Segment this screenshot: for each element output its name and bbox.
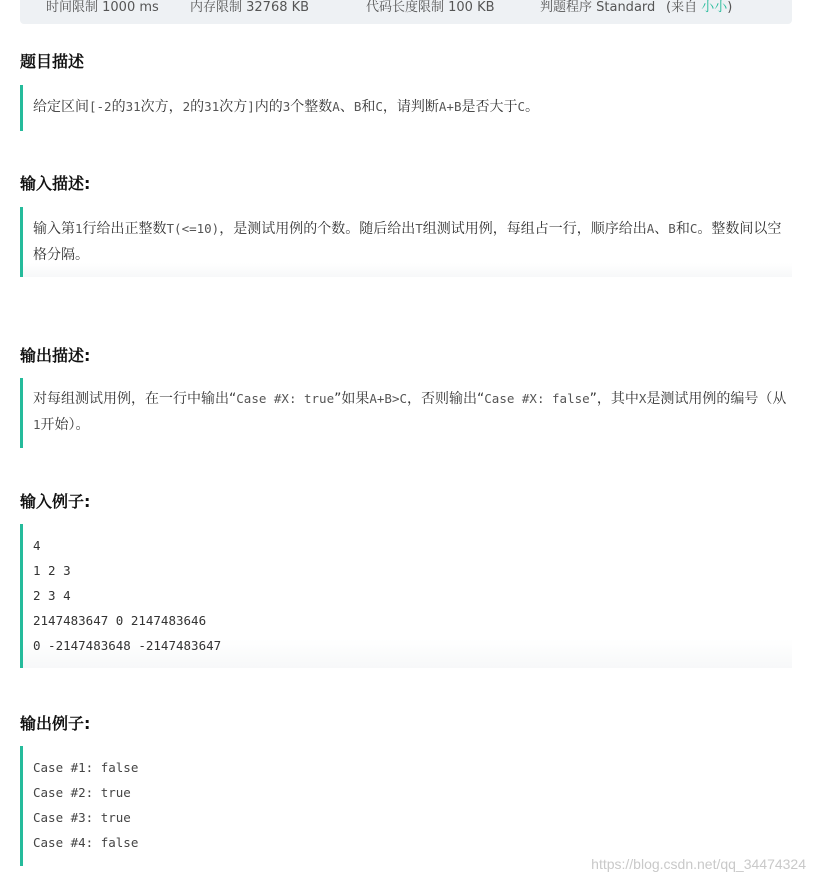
output-description-block [20, 378, 792, 448]
code: A+B [438, 99, 462, 114]
code: C [375, 99, 383, 114]
code: T [415, 221, 423, 236]
code: A [332, 99, 340, 114]
input-example-line: 2147483647 0 2147483646 [33, 613, 207, 628]
text: 开始）。 [40, 417, 90, 433]
output-example-line: Case #2: true [33, 785, 131, 800]
code: T(<=10) [166, 221, 220, 236]
text: 。 [525, 99, 539, 115]
text: 的 [190, 99, 205, 115]
code-length-limit: 代码长度限制 100 KB [366, 0, 495, 15]
problem-title: 题目描述 [20, 52, 85, 71]
source-prefix: (来自 [666, 0, 702, 15]
text: ”如果 [334, 391, 370, 407]
text: 和 [361, 99, 376, 115]
output-example-line: Case #3: true [33, 810, 131, 825]
watermark: https://blog.csdn.net/qq_34474324 [591, 856, 806, 872]
text: 行给出正整数 [82, 221, 167, 237]
text: 是测试用例的编号（从 [646, 391, 787, 407]
text: 的 [111, 99, 126, 115]
input-example-line: 0 -2147483648 -2147483647 [33, 638, 222, 653]
text: 是否大于 [461, 99, 518, 115]
code: B [668, 221, 676, 236]
code: [-2 [89, 99, 112, 114]
input-example-line: 1 2 3 [33, 563, 71, 578]
code: 3 [282, 99, 291, 114]
problem-description [33, 94, 792, 120]
text: 、 [339, 99, 354, 115]
code: A [646, 221, 655, 236]
code: 31 [204, 99, 220, 114]
code: 1 [75, 221, 83, 236]
text: 对每组测试用例，在一行中输出“ [33, 391, 237, 407]
text: 组测试用例，每组占一行，顺序给出 [422, 221, 647, 237]
text: ，请判断 [382, 99, 439, 115]
output-example-line: Case #1: false [33, 760, 139, 775]
text: 内的 [254, 99, 283, 115]
text: 。整数间以空格分隔。 [33, 221, 782, 263]
code: 1 [33, 417, 41, 432]
problem-description-block [20, 85, 792, 131]
source-suffix: ) [727, 0, 733, 15]
code: X [638, 391, 647, 406]
code: A+B>C [369, 391, 408, 406]
problem-source [666, 0, 732, 15]
judge-program: 判题程序 Standard [540, 0, 656, 15]
output-example-line: Case #4: false [33, 835, 139, 850]
text: 给定区间 [33, 99, 89, 115]
text: 和 [675, 221, 690, 237]
text: 输入第 [33, 221, 75, 237]
output-example-title: 输出例子: [20, 714, 91, 733]
output-description-title: 输出描述: [20, 346, 91, 365]
text: ”，其中 [589, 391, 639, 407]
limits-bar [20, 0, 792, 24]
code: Case #X: true [236, 391, 335, 406]
code: 2 [182, 99, 191, 114]
code: 31 [125, 99, 141, 114]
output-description [33, 386, 792, 438]
text: ，否则输出“ [407, 391, 485, 407]
input-example-title: 输入例子: [20, 492, 91, 511]
code: C [689, 221, 698, 236]
text: 次方 [219, 99, 248, 115]
text: 、 [654, 221, 669, 237]
input-description-title: 输入描述: [20, 174, 91, 193]
text: ，是测试用例的个数。随后给出 [219, 221, 416, 237]
input-description [33, 216, 792, 268]
input-example-line: 4 [33, 538, 41, 553]
text: 次方， [140, 99, 183, 115]
output-example-block [20, 746, 792, 866]
code: C [517, 99, 525, 114]
memory-limit: 内存限制 32768 KB [190, 0, 310, 15]
text: 个整数 [290, 99, 333, 115]
input-description-block [20, 207, 792, 277]
input-example-block [20, 524, 792, 668]
source-link[interactable]: 小小 [701, 0, 728, 15]
code: ] [247, 99, 255, 114]
code: B [353, 99, 362, 114]
input-example-line: 2 3 4 [33, 588, 71, 603]
code: Case #X: false [484, 391, 590, 406]
time-limit: 时间限制 1000 ms [46, 0, 159, 15]
